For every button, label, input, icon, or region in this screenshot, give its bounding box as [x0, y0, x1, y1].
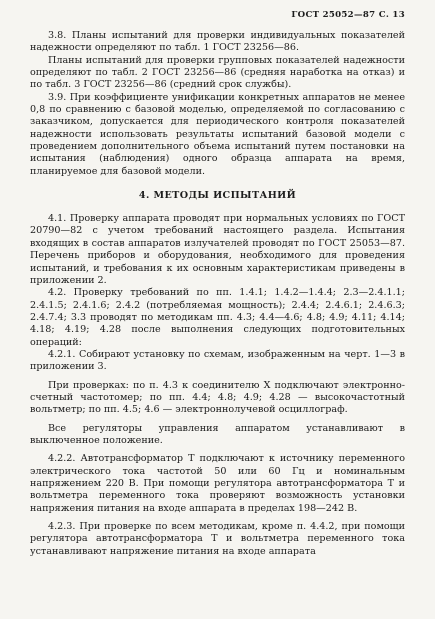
paragraph-3-8: 3.8. Планы испытаний для проверки индивидуальных показателей надежности определяют по табл. 1 ГОСТ 23256—86.: [30, 30, 405, 54]
paragraph-regulators: Все регуляторы управления аппаратом устанавливают в выключенное положение.: [30, 422, 405, 446]
paragraph-4-2-2: 4.2.2. Автотрансформатор T подключают к источнику переменного электрического тока частотой 50 или 60 Гц и номинальным напряжением 220 В. При помощи регулятора автотрансформатора T и вольтметра переменного тока проверяют возможность установки напряжения питания на входе аппарата в пределах 198—242 В.: [30, 453, 405, 514]
page-header: ГОСТ 25052—87 С. 13: [291, 10, 405, 20]
paragraph-4-1: 4.1. Проверку аппарата проводят при нормальных условиях по ГОСТ 20790—82 с учетом требований настоящего раздела. Испытания входящих в состав аппаратов излучателей проводят по ГОСТ 25053—87. Перечень приборов и оборудования, необходимого для проведения испытаний, и требования к их основным характеристикам приведены в приложении 2.: [30, 213, 405, 286]
paragraph-4-2-3: 4.2.3. При проверке по всем методикам, кроме п. 4.4.2, при помощи регулятора автотрансформатора T и вольтметра переменного тока устанавливают напряжение питания на входе аппарата: [30, 521, 405, 557]
paragraph-4-2-1: 4.2.1. Собирают установку по схемам, изображенным на черт. 1—3 в приложении 3.: [30, 348, 405, 373]
paragraph-3-8-group: Планы испытаний для проверки групповых показателей надежности определяют по табл. 2 ГОСТ 23256—86 (средняя наработка на отказ) и по табл. 3 ГОСТ 23256—86 (средний срок службы).: [30, 54, 405, 91]
paragraph-checks: При проверках: по п. 4.3 к соединителю X подключают электронно-счетный частотомер; по пп. 4.4; 4.8; 4.9; 4.28 — высокочастотный вольтметр; по пп. 4.5; 4.6 — электроннолучевой осциллограф.: [30, 379, 405, 416]
paragraph-4-2: 4.2. Проверку требований по пп. 1.4.1; 1.4.2—1.4.4; 2.3—2.4.1.1; 2.4.1.5; 2.4.1.6; 2.4.2 (потребляемая мощность); 2.4.4; 2.4.6.1; 2.4.6.3; 2.4.7.4; 3.3 проводят по методикам пп. 4.3; 4.4—4.6; 4.8; 4.9; 4.11; 4.14; 4.18; 4.19; 4.28 после выполнения следующих подготовительных операций:: [30, 287, 405, 348]
paragraph-3-9: 3.9. При коэффициенте унификации конкретных аппаратов не менее 0,8 по сравнению с базовой моделью, определяемой по согласованию с заказчиком, допускается для периодического контроля показателей надежности использовать результаты испытаний базовой модели с проведением дополнительного объема испытаний путем постановки на испытания (наблюдения) одного образца аппарата на время, планируемое для базовой модели.: [30, 91, 405, 177]
section-title: 4. МЕТОДЫ ИСПЫТАНИЙ: [138, 190, 297, 202]
